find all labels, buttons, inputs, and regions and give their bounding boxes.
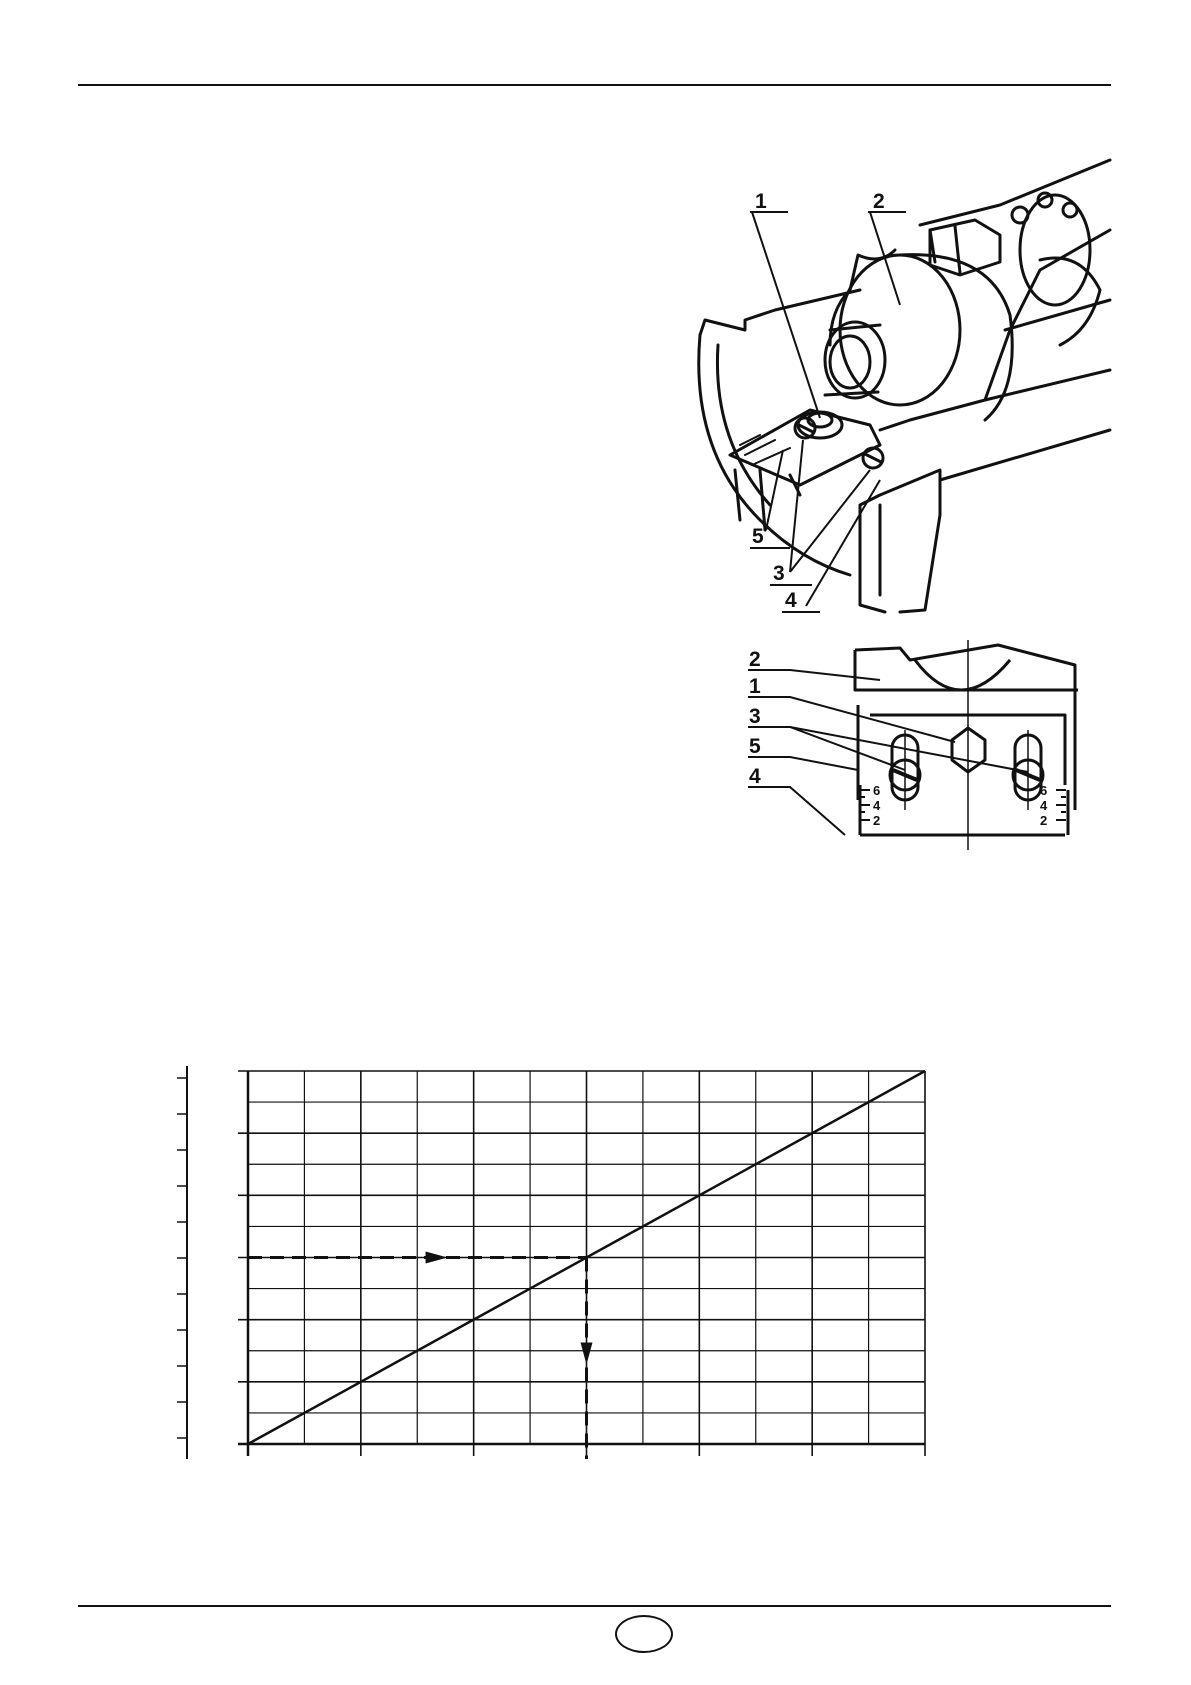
chart-left-scale	[177, 1066, 187, 1459]
scale-left-2: 2	[873, 813, 881, 828]
callout-5: 5	[752, 525, 764, 548]
scale-left-4: 4	[873, 798, 881, 813]
detail-callout-1: 1	[749, 675, 761, 698]
scale-right-4: 4	[1040, 798, 1048, 813]
callout-1: 1	[755, 190, 767, 213]
callout-4: 4	[785, 589, 797, 612]
callout-3: 3	[773, 562, 785, 585]
scale-right-6: 6	[1040, 783, 1048, 798]
scale-right-2: 2	[1040, 813, 1048, 828]
guide-arrow-right-icon	[426, 1252, 448, 1264]
detail-callout-4: 4	[749, 765, 761, 788]
detail-callout-5: 5	[749, 735, 761, 758]
footer-rule	[78, 1605, 1111, 1607]
page-number-badge	[615, 1615, 673, 1653]
scale-left-6: 6	[873, 783, 881, 798]
detail-callout-2: 2	[749, 648, 761, 671]
detail-callout-3: 3	[749, 705, 761, 728]
guide-arrow-down-icon	[581, 1342, 593, 1364]
callout-2: 2	[873, 190, 885, 213]
